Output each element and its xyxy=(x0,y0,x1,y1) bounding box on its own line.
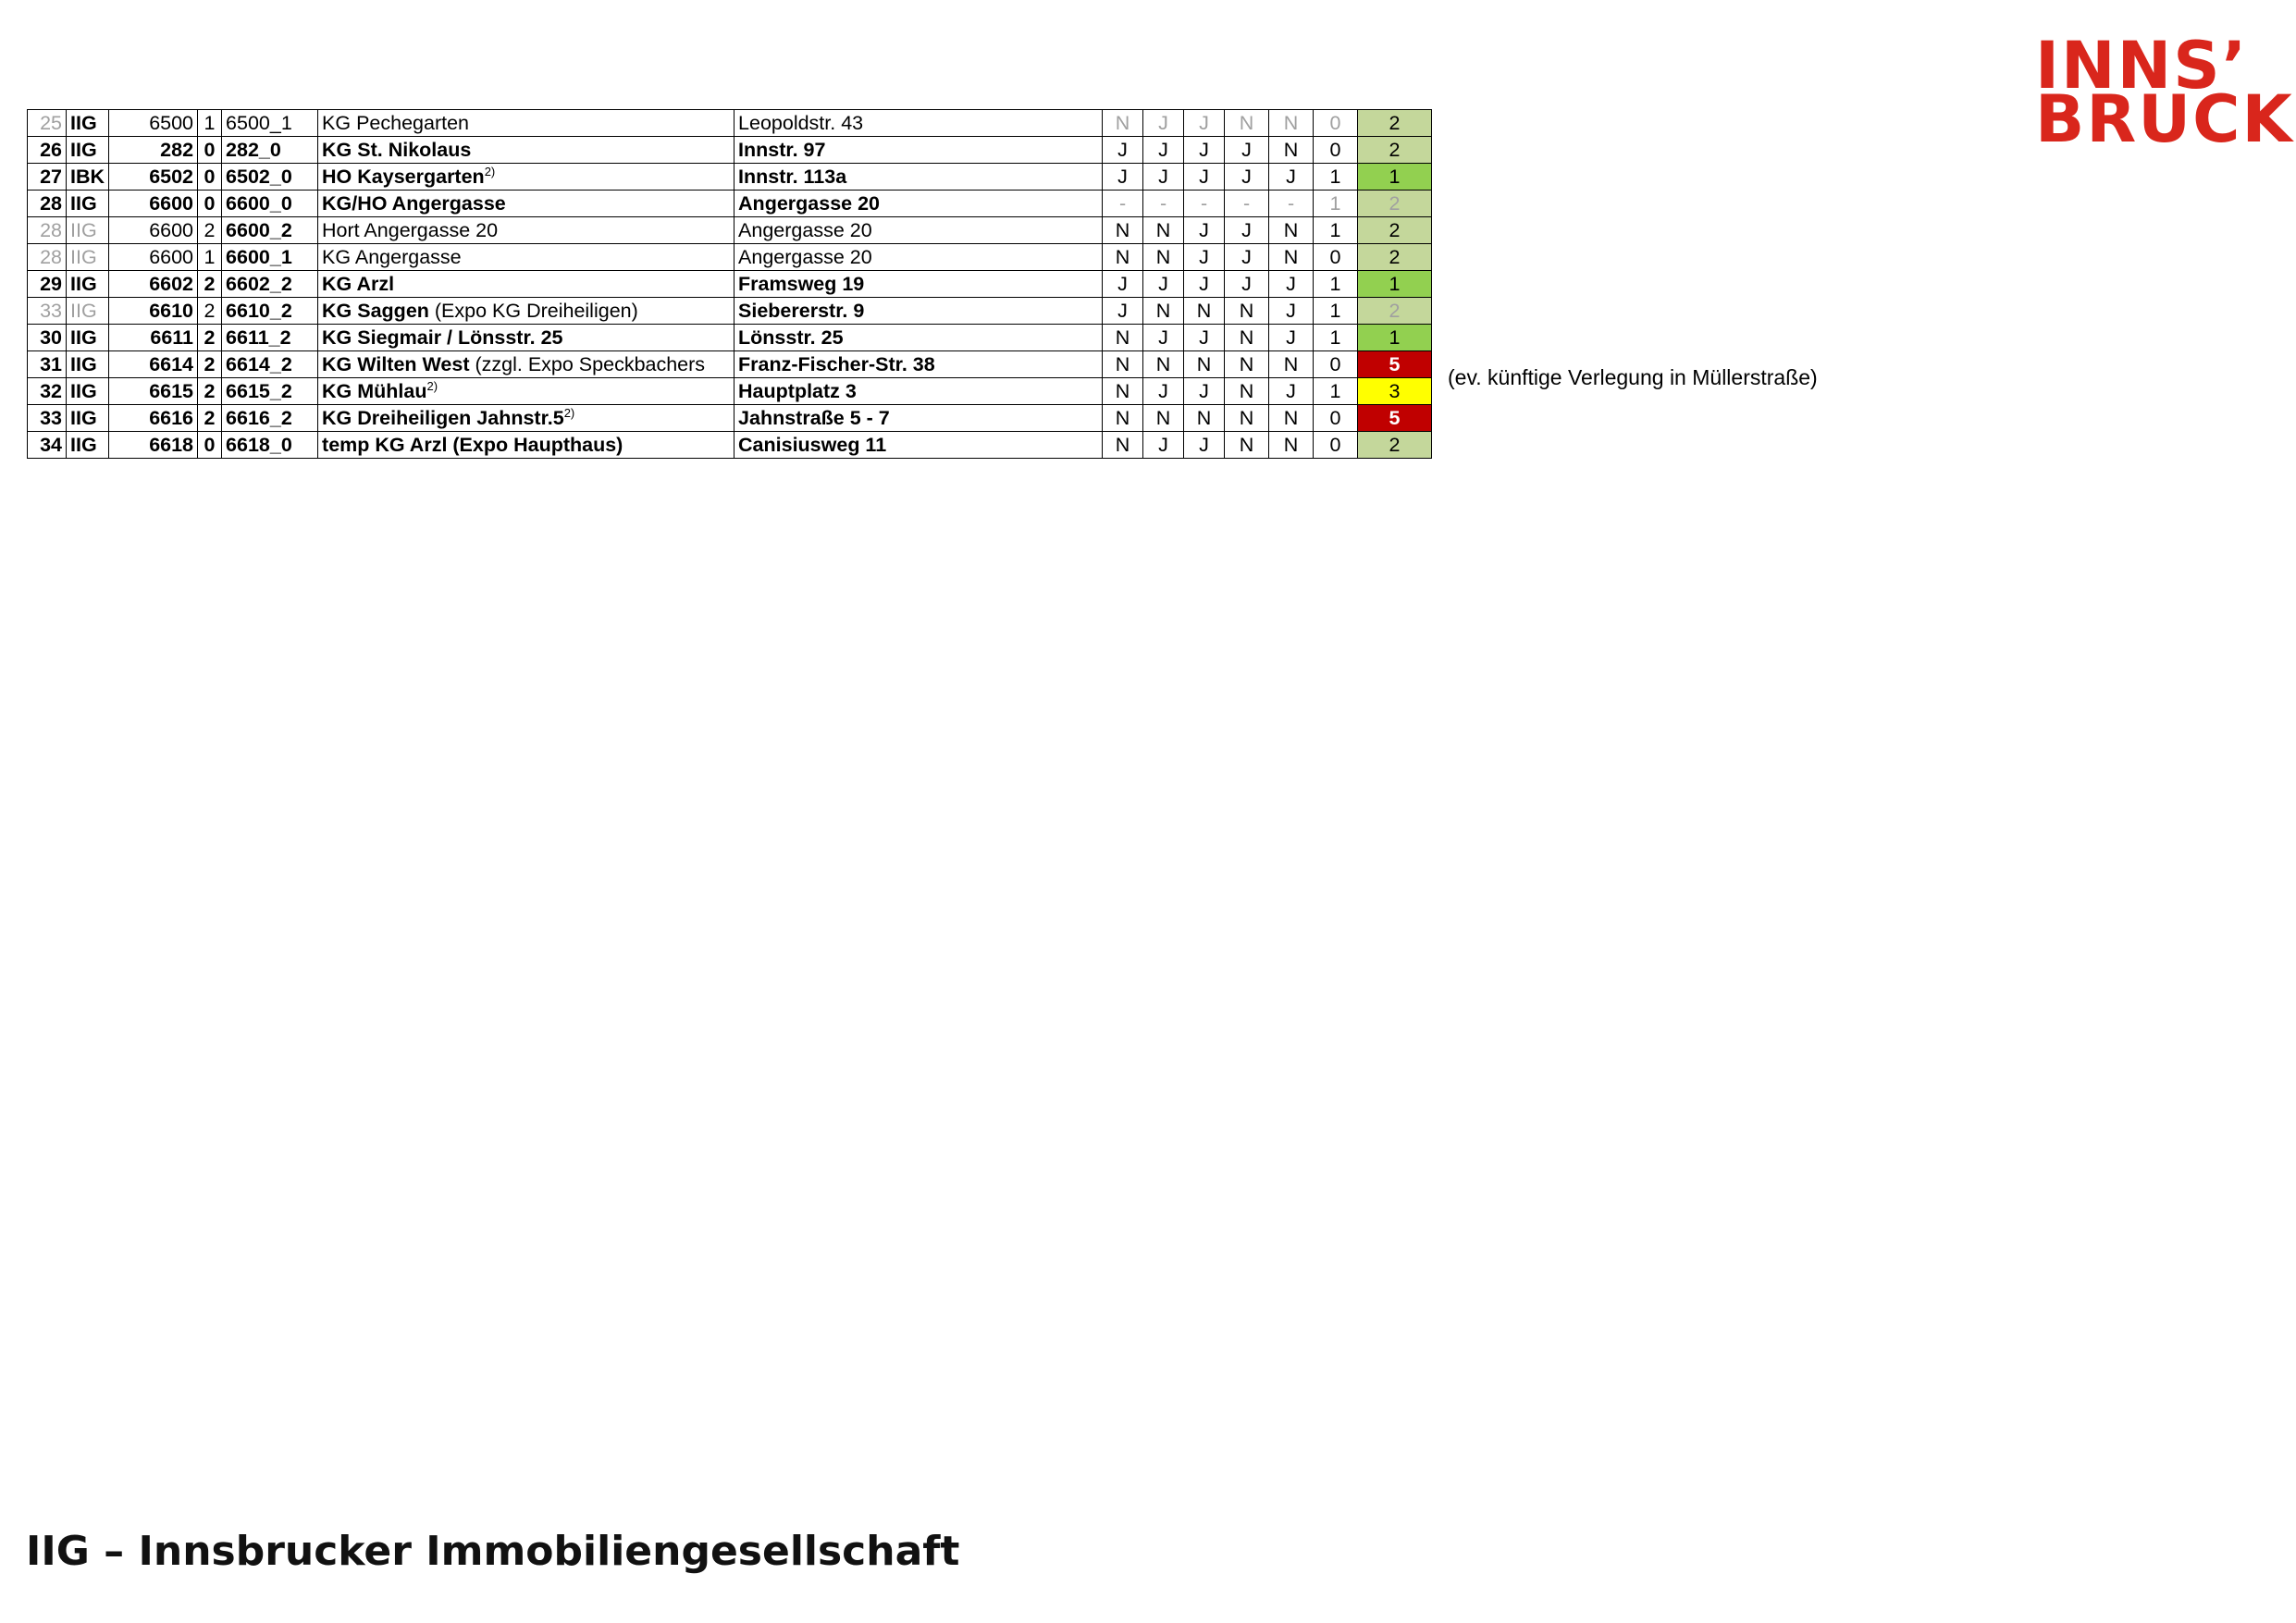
rating-cell: 2 xyxy=(1358,244,1432,271)
flag-cell: - xyxy=(1143,191,1184,217)
flag-cell: J xyxy=(1103,137,1143,164)
flag-cell: J xyxy=(1269,164,1314,191)
flag-cell: N xyxy=(1184,298,1225,325)
facility-name: KG Siegmair / Lönsstr. 25 xyxy=(322,326,563,349)
flag-cell: J xyxy=(1143,271,1184,298)
facility-name: KG Angergasse xyxy=(322,246,462,268)
code-cell: 6600 xyxy=(109,217,198,244)
facilities-table xyxy=(27,109,1432,459)
flag-cell: N xyxy=(1225,298,1269,325)
flag-cell: 0 xyxy=(1314,110,1358,137)
flag-cell: N xyxy=(1143,405,1184,432)
rating-cell: 1 xyxy=(1358,325,1432,351)
flag-cell: N xyxy=(1269,351,1314,378)
flag-cell: J xyxy=(1184,271,1225,298)
address-cell: Angergasse 20 xyxy=(734,191,1103,217)
table-row xyxy=(28,378,1432,405)
facility-name-cell xyxy=(318,378,734,405)
address-cell: Angergasse 20 xyxy=(734,217,1103,244)
table-row xyxy=(28,164,1432,191)
flag-cell: J xyxy=(1143,325,1184,351)
facility-name: KG Mühlau xyxy=(322,380,427,402)
id-cell: 6616_2 xyxy=(222,405,318,432)
rating-cell: 2 xyxy=(1358,110,1432,137)
id-cell: 6600_0 xyxy=(222,191,318,217)
flag-cell: 0 xyxy=(1314,137,1358,164)
code-cell: 282 xyxy=(109,137,198,164)
id-cell: 6618_0 xyxy=(222,432,318,459)
row-number-cell: 29 xyxy=(28,271,67,298)
row-number-cell: 30 xyxy=(28,325,67,351)
id-cell: 6611_2 xyxy=(222,325,318,351)
relocation-note: (ev. künftige Verlegung in Müllerstraße) xyxy=(1448,365,1818,389)
flag-cell: N xyxy=(1269,244,1314,271)
flag-cell: J xyxy=(1184,110,1225,137)
flag-cell: N xyxy=(1103,325,1143,351)
rating-cell: 2 xyxy=(1358,217,1432,244)
org-cell: IIG xyxy=(67,137,109,164)
facility-name-cell xyxy=(318,432,734,459)
version-cell: 2 xyxy=(198,217,222,244)
flag-cell: 1 xyxy=(1314,191,1358,217)
flag-cell: 0 xyxy=(1314,405,1358,432)
org-cell: IBK xyxy=(67,164,109,191)
address-cell: Framsweg 19 xyxy=(734,271,1103,298)
logo-line-2: BRUCK xyxy=(2035,81,2294,157)
flag-cell: 1 xyxy=(1314,271,1358,298)
flag-cell: J xyxy=(1143,110,1184,137)
flag-cell: N xyxy=(1184,405,1225,432)
flag-cell: J xyxy=(1184,164,1225,191)
facility-name: temp KG Arzl (Expo Haupthaus) xyxy=(322,434,623,456)
facility-name: KG St. Nikolaus xyxy=(322,139,472,161)
address-cell: Jahnstraße 5 - 7 xyxy=(734,405,1103,432)
footnote-marker: 2) xyxy=(484,164,496,178)
flag-cell: J xyxy=(1143,164,1184,191)
footnote-marker: 2) xyxy=(563,405,575,420)
flag-cell: J xyxy=(1225,244,1269,271)
facility-name-cell xyxy=(318,137,734,164)
table-row xyxy=(28,137,1432,164)
id-cell: 6600_2 xyxy=(222,217,318,244)
address-cell: Hauptplatz 3 xyxy=(734,378,1103,405)
address-cell: Siebererstr. 9 xyxy=(734,298,1103,325)
flag-cell: J xyxy=(1269,378,1314,405)
code-cell: 6618 xyxy=(109,432,198,459)
footer-title: IIG – Innsbrucker Immobiliengesellschaft xyxy=(26,1528,960,1575)
flag-cell: J xyxy=(1103,298,1143,325)
flag-cell: N xyxy=(1143,244,1184,271)
flag-cell: J xyxy=(1184,137,1225,164)
flag-cell: 1 xyxy=(1314,298,1358,325)
row-number-cell: 31 xyxy=(28,351,67,378)
flag-cell: J xyxy=(1184,432,1225,459)
row-number-cell: 32 xyxy=(28,378,67,405)
code-cell: 6600 xyxy=(109,244,198,271)
address-cell: Canisiusweg 11 xyxy=(734,432,1103,459)
facility-name: Hort Angergasse 20 xyxy=(322,219,499,241)
flag-cell: J xyxy=(1184,217,1225,244)
code-cell: 6611 xyxy=(109,325,198,351)
flag-cell: N xyxy=(1269,217,1314,244)
org-cell: IIG xyxy=(67,378,109,405)
innsbruck-logo xyxy=(2035,28,2294,157)
flag-cell: N xyxy=(1225,110,1269,137)
address-cell: Angergasse 20 xyxy=(734,244,1103,271)
version-cell: 0 xyxy=(198,137,222,164)
id-cell: 6602_2 xyxy=(222,271,318,298)
rating-cell: 3 xyxy=(1358,378,1432,405)
version-cell: 0 xyxy=(198,164,222,191)
flag-cell: 1 xyxy=(1314,378,1358,405)
table-row xyxy=(28,191,1432,217)
flag-cell: N xyxy=(1103,378,1143,405)
table-row xyxy=(28,271,1432,298)
flag-cell: J xyxy=(1103,271,1143,298)
address-cell: Innstr. 97 xyxy=(734,137,1103,164)
facility-name-cell xyxy=(318,110,734,137)
version-cell: 0 xyxy=(198,191,222,217)
flag-cell: J xyxy=(1184,325,1225,351)
org-cell: IIG xyxy=(67,271,109,298)
id-cell: 6610_2 xyxy=(222,298,318,325)
row-number-cell: 28 xyxy=(28,191,67,217)
version-cell: 2 xyxy=(198,405,222,432)
flag-cell: N xyxy=(1269,405,1314,432)
facility-name-cell xyxy=(318,325,734,351)
logo-line-1: INNS’ xyxy=(2035,28,2249,104)
flag-cell: J xyxy=(1143,378,1184,405)
org-cell: IIG xyxy=(67,325,109,351)
facility-name: KG Arzl xyxy=(322,273,395,295)
row-number-cell: 28 xyxy=(28,217,67,244)
id-cell: 6500_1 xyxy=(222,110,318,137)
version-cell: 2 xyxy=(198,378,222,405)
address-cell: Lönsstr. 25 xyxy=(734,325,1103,351)
code-cell: 6500 xyxy=(109,110,198,137)
flag-cell: N xyxy=(1143,351,1184,378)
row-number-cell: 26 xyxy=(28,137,67,164)
facility-name-cell xyxy=(318,244,734,271)
facility-name-cell xyxy=(318,191,734,217)
flag-cell: N xyxy=(1269,110,1314,137)
org-cell: IIG xyxy=(67,432,109,459)
flag-cell: N xyxy=(1225,351,1269,378)
facility-name: HO Kaysergarten xyxy=(322,166,485,188)
flag-cell: N xyxy=(1225,405,1269,432)
flag-cell: 0 xyxy=(1314,351,1358,378)
row-number-cell: 33 xyxy=(28,298,67,325)
row-number-cell: 34 xyxy=(28,432,67,459)
flag-cell: 1 xyxy=(1314,164,1358,191)
facility-name-note: (zzgl. Expo Speckbachers xyxy=(469,353,706,375)
rating-cell: 5 xyxy=(1358,351,1432,378)
code-cell: 6614 xyxy=(109,351,198,378)
facility-name-cell xyxy=(318,164,734,191)
org-cell: IIG xyxy=(67,244,109,271)
address-cell: Franz-Fischer-Str. 38 xyxy=(734,351,1103,378)
flag-cell: 1 xyxy=(1314,325,1358,351)
rating-cell: 1 xyxy=(1358,164,1432,191)
flag-cell: J xyxy=(1143,137,1184,164)
code-cell: 6502 xyxy=(109,164,198,191)
row-number-cell: 28 xyxy=(28,244,67,271)
rating-cell: 2 xyxy=(1358,137,1432,164)
table-row xyxy=(28,244,1432,271)
flag-cell: J xyxy=(1225,217,1269,244)
flag-cell: N xyxy=(1269,137,1314,164)
version-cell: 2 xyxy=(198,325,222,351)
table-row xyxy=(28,298,1432,325)
flag-cell: J xyxy=(1184,244,1225,271)
version-cell: 0 xyxy=(198,432,222,459)
id-cell: 6600_1 xyxy=(222,244,318,271)
id-cell: 6502_0 xyxy=(222,164,318,191)
rating-cell: 5 xyxy=(1358,405,1432,432)
flag-cell: 1 xyxy=(1314,217,1358,244)
table-row xyxy=(28,110,1432,137)
flag-cell: N xyxy=(1184,351,1225,378)
facility-name-cell xyxy=(318,351,734,378)
code-cell: 6615 xyxy=(109,378,198,405)
table-row xyxy=(28,217,1432,244)
code-cell: 6600 xyxy=(109,191,198,217)
flag-cell: N xyxy=(1143,217,1184,244)
flag-cell: - xyxy=(1184,191,1225,217)
table-row xyxy=(28,405,1432,432)
flag-cell: N xyxy=(1143,298,1184,325)
flag-cell: J xyxy=(1269,325,1314,351)
version-cell: 2 xyxy=(198,298,222,325)
row-number-cell: 25 xyxy=(28,110,67,137)
rating-cell: 2 xyxy=(1358,432,1432,459)
facility-name-cell xyxy=(318,217,734,244)
org-cell: IIG xyxy=(67,298,109,325)
flag-cell: N xyxy=(1269,432,1314,459)
facility-name: KG Wilten West xyxy=(322,353,470,375)
rating-cell: 2 xyxy=(1358,191,1432,217)
flag-cell: J xyxy=(1103,164,1143,191)
flag-cell: J xyxy=(1225,164,1269,191)
code-cell: 6610 xyxy=(109,298,198,325)
rating-cell: 1 xyxy=(1358,271,1432,298)
flag-cell: N xyxy=(1225,432,1269,459)
flag-cell: J xyxy=(1184,378,1225,405)
table-row xyxy=(28,351,1432,378)
flag-cell: - xyxy=(1225,191,1269,217)
flag-cell: J xyxy=(1225,137,1269,164)
version-cell: 2 xyxy=(198,271,222,298)
flag-cell: N xyxy=(1103,244,1143,271)
code-cell: 6602 xyxy=(109,271,198,298)
flag-cell: J xyxy=(1269,298,1314,325)
flag-cell: 0 xyxy=(1314,244,1358,271)
facility-name-cell xyxy=(318,271,734,298)
row-number-cell: 27 xyxy=(28,164,67,191)
row-number-cell: 33 xyxy=(28,405,67,432)
rating-cell: 2 xyxy=(1358,298,1432,325)
id-cell: 6614_2 xyxy=(222,351,318,378)
version-cell: 2 xyxy=(198,351,222,378)
facility-name-cell xyxy=(318,405,734,432)
table-row xyxy=(28,432,1432,459)
facility-name-note: (Expo KG Dreiheiligen) xyxy=(428,300,638,322)
code-cell: 6616 xyxy=(109,405,198,432)
flag-cell: N xyxy=(1225,378,1269,405)
flag-cell: J xyxy=(1269,271,1314,298)
facility-name: KG Saggen xyxy=(322,300,429,322)
address-cell: Leopoldstr. 43 xyxy=(734,110,1103,137)
id-cell: 6615_2 xyxy=(222,378,318,405)
address-cell: Innstr. 113a xyxy=(734,164,1103,191)
org-cell: IIG xyxy=(67,110,109,137)
org-cell: IIG xyxy=(67,405,109,432)
flag-cell: - xyxy=(1269,191,1314,217)
id-cell: 282_0 xyxy=(222,137,318,164)
org-cell: IIG xyxy=(67,217,109,244)
flag-cell: N xyxy=(1103,432,1143,459)
facility-name-cell xyxy=(318,298,734,325)
flag-cell: N xyxy=(1103,405,1143,432)
flag-cell: N xyxy=(1103,351,1143,378)
footnote-marker: 2) xyxy=(426,378,438,393)
flag-cell: - xyxy=(1103,191,1143,217)
org-cell: IIG xyxy=(67,191,109,217)
facility-name: KG Dreiheiligen Jahnstr.5 xyxy=(322,407,564,429)
facility-name: KG/HO Angergasse xyxy=(322,192,506,215)
version-cell: 1 xyxy=(198,244,222,271)
flag-cell: N xyxy=(1103,217,1143,244)
version-cell: 1 xyxy=(198,110,222,137)
flag-cell: 0 xyxy=(1314,432,1358,459)
flag-cell: J xyxy=(1225,271,1269,298)
flag-cell: J xyxy=(1143,432,1184,459)
facility-name: KG Pechegarten xyxy=(322,112,469,134)
table-row xyxy=(28,325,1432,351)
flag-cell: N xyxy=(1225,325,1269,351)
flag-cell: N xyxy=(1103,110,1143,137)
org-cell: IIG xyxy=(67,351,109,378)
